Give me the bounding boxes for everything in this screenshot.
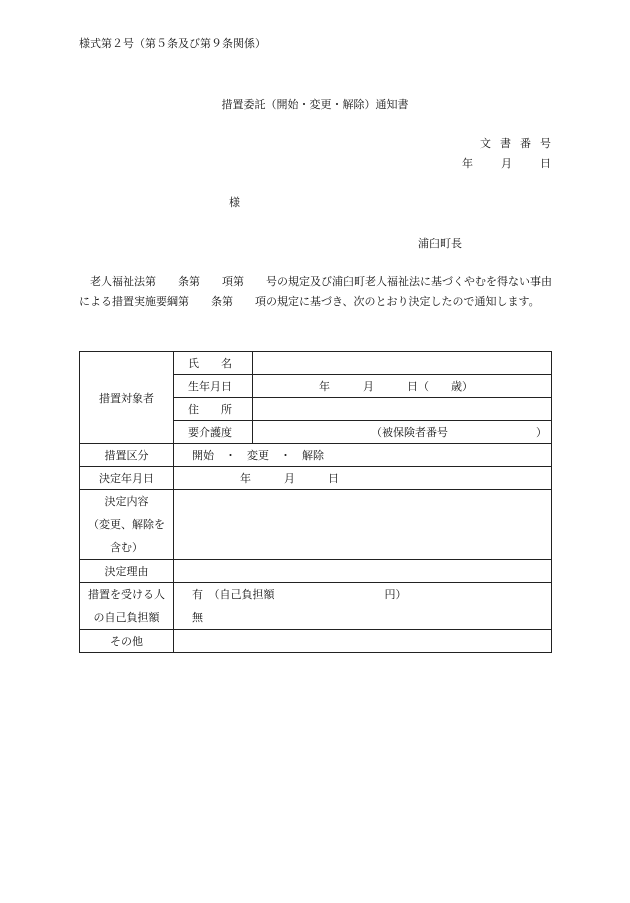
issue-date (462, 155, 551, 171)
address-label: 住 所 (174, 398, 253, 421)
self-burden-label (80, 583, 174, 630)
burden-yes-option[interactable]: 有 （自己負担額 円） (192, 588, 407, 601)
burden-no-option[interactable]: 無 (192, 611, 203, 624)
address-value-field[interactable] (253, 398, 552, 421)
decision-date-label: 決定年月日 (80, 467, 174, 490)
decision-content-label-line: （変更、解除を (88, 518, 165, 531)
self-burden-field[interactable] (174, 583, 552, 630)
self-burden-label-line: の自己負担額 (93, 611, 160, 624)
table-row (80, 583, 552, 630)
other-field[interactable] (174, 630, 552, 653)
name-value-field[interactable] (253, 352, 552, 375)
measure-details-table (79, 351, 552, 653)
decision-date-field[interactable]: 年 月 日 (174, 467, 552, 490)
table-row (80, 467, 552, 490)
other-label: その他 (80, 630, 174, 653)
addressee-honorific: 様 (229, 196, 240, 209)
form-identifier: 様式第２号（第５条及び第９条関係） (79, 37, 266, 50)
decision-content-label (80, 490, 174, 560)
care-level-label: 要介護度 (174, 421, 253, 444)
decision-content-field[interactable] (174, 490, 552, 560)
date-day-label: 日 (540, 157, 551, 170)
measure-division-label: 措置区分 (80, 444, 174, 467)
document-number-label: 文書番号 (480, 137, 560, 150)
document-title: 措置委託（開始・変更・解除）通知書 (221, 98, 409, 111)
decision-reason-field[interactable] (174, 560, 552, 583)
table-row (80, 560, 552, 583)
table-row (80, 352, 552, 375)
notice-body-text: 老人福祉法第 条第 項第 号の規定及び浦臼町老人福祉法に基づくやむを得ない事由による措置実施要綱第 条第 項の規定に基づき、次のとおり決定したので通知します。 (79, 275, 552, 308)
self-burden-label-line: 措置を受ける人 (88, 588, 165, 601)
decision-content-label-line: 決定内容 (104, 495, 149, 508)
table-row (80, 444, 552, 467)
birthdate-value-field[interactable]: 年 月 日（ 歳） (253, 375, 552, 398)
name-label: 氏 名 (174, 352, 253, 375)
insured-number-field[interactable]: （被保険者番号 ） (253, 421, 552, 444)
sender-name: 浦臼町長 (418, 237, 462, 250)
target-person-label: 措置対象者 (80, 352, 174, 444)
birthdate-label: 生年月日 (174, 375, 253, 398)
measure-division-options[interactable]: 開始 ・ 変更 ・ 解除 (174, 444, 552, 467)
table-row (80, 490, 552, 560)
date-month-label: 月 (501, 157, 512, 170)
decision-content-label-line: 含む） (110, 541, 143, 554)
table-row (80, 630, 552, 653)
date-year-label: 年 (462, 157, 473, 170)
decision-reason-label: 決定理由 (80, 560, 174, 583)
